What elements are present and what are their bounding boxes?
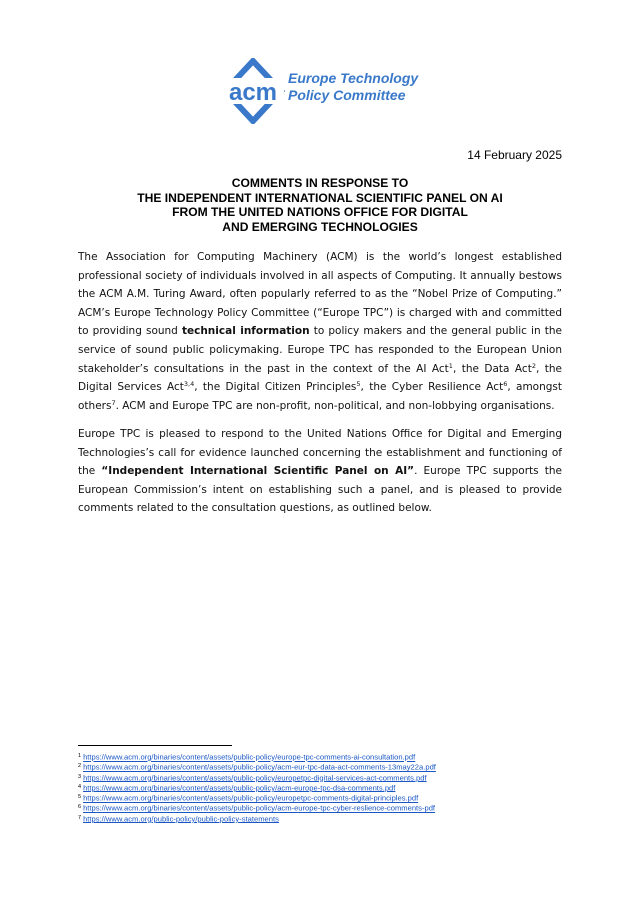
footnote-item: $^2$ https://www.acm.org/binaries/content/assets/public-policy/acm-eur-tpc-data-act-comments-13may22a.pdf: [78, 762, 436, 772]
footnote-item: $^7$ https://www.acm.org/public-policy/public-policy-statements: [78, 814, 279, 824]
heading-line: AND EMERGING TECHNOLOGIES: [222, 220, 418, 235]
footnotes-list: [78, 752, 578, 824]
footnote-link[interactable]: https://www.acm.org/public-policy/public-policy-statements: [83, 814, 279, 824]
footnote-link[interactable]: https://www.acm.org/binaries/content/assets/public-policy/acm-europe-tpc-dsa-comments.pdf: [83, 783, 396, 793]
footnote-ref[interactable]: 3,4: [183, 380, 195, 389]
logo-line1: Europe Technology: [288, 70, 419, 86]
document-heading: [78, 176, 562, 235]
footnote-item: $^3$ https://www.acm.org/binaries/content/assets/public-policy/europetpc-digital-services-act-comments.pdf: [78, 773, 427, 783]
bold-panel-name: “Independent International Scientific Panel on AI”: [101, 465, 415, 478]
footnote-link[interactable]: https://www.acm.org/binaries/content/assets/public-policy/europe-tpc-comments-ai-consultation.pdf: [83, 752, 416, 762]
footnote-ref[interactable]: 5: [356, 380, 361, 389]
bold-technical-information: technical information: [181, 325, 310, 338]
heading-line: FROM THE UNITED NATIONS OFFICE FOR DIGITAL: [172, 205, 468, 220]
heading-line: COMMENTS IN RESPONSE TO: [231, 176, 409, 190]
paragraph-response: Europe TPC is pleased to respond to the United Nations Office for Digital and Emerging Technologies’s call for evidence launched concerning the establishment and functioning of the “Independent International Scientific Panel on AI”. Europe TPC supports the European Commission’s intent on establishing such a panel, and is pleased to provide comments related to the consultation questions, as outlined below.: [78, 428, 562, 515]
footnote-ref[interactable]: 2: [531, 361, 536, 370]
acm-diamond-logo-icon: [222, 58, 422, 124]
footnote-link[interactable]: https://www.acm.org/binaries/content/assets/public-policy/acm-europe-tpc-cyber-reslience-comments-pdf: [83, 803, 436, 813]
footnote-ref[interactable]: 6: [503, 380, 508, 389]
footnote-item: $^1$ https://www.acm.org/binaries/content/assets/public-policy/europe-tpc-comments-ai-consultation.pdf: [78, 752, 416, 762]
document-date: 14 February 2025: [467, 148, 562, 162]
footnote-item: $^6$ https://www.acm.org/binaries/content/assets/public-policy/acm-europe-tpc-cyber-reslience-comments-pdf: [78, 803, 436, 813]
heading-line: THE INDEPENDENT INTERNATIONAL SCIENTIFIC PANEL ON AI: [137, 190, 503, 205]
footnote-ref[interactable]: 1: [448, 361, 453, 370]
logo-line2: Policy Committee: [288, 87, 406, 103]
footnote-divider: [78, 745, 232, 746]
logo-mark-text: acm: [228, 79, 278, 106]
footnote-link[interactable]: https://www.acm.org/binaries/content/assets/public-policy/europetpc-comments-digital-principles.pdf: [83, 793, 419, 803]
footnote-link[interactable]: https://www.acm.org/binaries/content/assets/public-policy/europetpc-digital-services-act-comments.pdf: [83, 773, 427, 783]
acm-europe-tpc-logo: [222, 58, 422, 124]
paragraph-intro: The Association for Computing Machinery (ACM) is the world’s longest established professional society of individuals involved in all aspects of Computing. It annually bestows the ACM A.M. Turing Award, often popularly referred to as the “Nobel Prize of Computing.” ACM’s Europe Technology Policy Committee (“Europe TPC”) is charged with and committed to providing sound technical information to policy makers and the general public in the service of sound public policymaking. Europe TPC has responded to the European Union stakeholder’s consultations in the past in the context of the AI Act$^1$, the Data Act$^2$, the Digital Services Act$^{3,4}$, the Digital Citizen Principles$^5$, the Cyber Resilience Act$^6$, amongst others$^7$. ACM and Europe TPC are non-profit, non-political, and non-lobbying organisations.: [78, 251, 562, 412]
footnote-item: $^5$ https://www.acm.org/binaries/content/assets/public-policy/europetpc-comments-digital-principles.pdf: [78, 793, 419, 803]
footnote-item: $^4$ https://www.acm.org/binaries/content/assets/public-policy/acm-europe-tpc-dsa-comments.pdf: [78, 783, 396, 793]
footnote-ref[interactable]: 7: [111, 398, 116, 407]
footnote-link[interactable]: https://www.acm.org/binaries/content/assets/public-policy/acm-eur-tpc-data-act-comments-13may22a.pdf: [83, 762, 436, 772]
